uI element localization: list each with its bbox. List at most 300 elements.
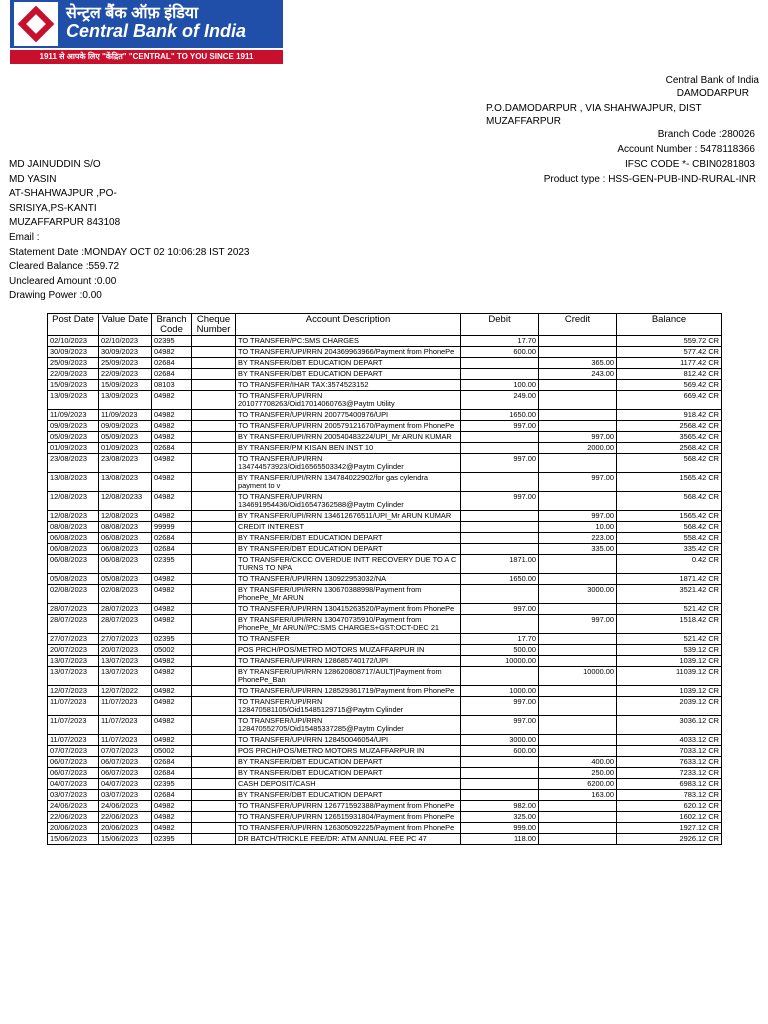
branch-code-cell: 99999: [152, 522, 192, 533]
cheque-number-cell: [192, 555, 236, 574]
value-date-cell: 06/07/2023: [99, 768, 152, 779]
cheque-number-cell: [192, 380, 236, 391]
post-date-cell: 27/07/2023: [48, 634, 99, 645]
value-date-cell: 06/08/2023: [99, 533, 152, 544]
credit-cell: 6200.00: [539, 779, 617, 790]
cheque-number-cell: [192, 585, 236, 604]
value-date-cell: 24/06/2023: [99, 801, 152, 812]
branch-code-cell: 04982: [152, 812, 192, 823]
branch-code-cell: 04982: [152, 823, 192, 834]
post-date-cell: 23/08/2023: [48, 454, 99, 473]
value-date-cell: 11/09/2023: [99, 410, 152, 421]
balance-cell: 1565.42 CR: [617, 473, 722, 492]
credit-cell: [539, 380, 617, 391]
value-date-cell: 20/07/2023: [99, 645, 152, 656]
cheque-number-cell: [192, 779, 236, 790]
description-cell: BY TRANSFER/UPI/RRN 200540483224/UPI_Mr ARUN KUMAR: [236, 432, 461, 443]
post-date-cell: 28/07/2023: [48, 604, 99, 615]
balance-cell: 2568.42 CR: [617, 443, 722, 454]
balance-cell: 1039.12 CR: [617, 656, 722, 667]
debit-cell: 10000.00: [461, 656, 539, 667]
post-date-cell: 11/07/2023: [48, 735, 99, 746]
value-date-cell: 15/09/2023: [99, 380, 152, 391]
balance-cell: 4033.12 CR: [617, 735, 722, 746]
post-date-cell: 02/08/2023: [48, 585, 99, 604]
table-row: [48, 443, 722, 454]
post-date-cell: 13/09/2023: [48, 391, 99, 410]
balance-cell: 559.72 CR: [617, 336, 722, 347]
description-cell: TO TRANSFER/UPI/RRN 204369963966/Payment from PhonePe: [236, 347, 461, 358]
description-cell: TO TRANSFER/UPI/RRN 128470552705/Oid15485337285@Paytm Cylinder: [236, 716, 461, 735]
balance-cell: 539.12 CR: [617, 645, 722, 656]
description-cell: BY TRANSFER/PM KISAN BEN INST 10: [236, 443, 461, 454]
debit-cell: 325.00: [461, 812, 539, 823]
header-post-date: Post Date: [48, 314, 99, 336]
description-cell: TO TRANSFER/UPI/RRN 126305092225/Payment from PhonePe: [236, 823, 461, 834]
cheque-number-cell: [192, 656, 236, 667]
branch-code-cell: 04982: [152, 667, 192, 686]
value-date-cell: 28/07/2023: [99, 615, 152, 634]
post-date-cell: 06/08/2023: [48, 555, 99, 574]
debit-cell: 1650.00: [461, 574, 539, 585]
post-date-cell: 13/08/2023: [48, 473, 99, 492]
credit-cell: 997.00: [539, 615, 617, 634]
debit-cell: 982.00: [461, 801, 539, 812]
bank-branch: DAMODARPUR: [676, 88, 749, 99]
debit-cell: 17.70: [461, 336, 539, 347]
table-row: [48, 615, 722, 634]
debit-cell: [461, 615, 539, 634]
cheque-number-cell: [192, 410, 236, 421]
description-cell: BY TRANSFER/DBT EDUCATION DEPART: [236, 544, 461, 555]
post-date-cell: 12/08/2023: [48, 511, 99, 522]
customer-line4: SRISIYA,PS-KANTI: [9, 202, 97, 214]
credit-cell: 400.00: [539, 757, 617, 768]
branch-code-cell: 04982: [152, 574, 192, 585]
credit-cell: 223.00: [539, 533, 617, 544]
debit-cell: 997.00: [461, 716, 539, 735]
balance-cell: 0.42 CR: [617, 555, 722, 574]
cheque-number-cell: [192, 347, 236, 358]
value-date-cell: 27/07/2023: [99, 634, 152, 645]
branch-code-cell: 02395: [152, 555, 192, 574]
account-info: [544, 127, 755, 187]
post-date-cell: 13/07/2023: [48, 667, 99, 686]
table-row: [48, 511, 722, 522]
credit-cell: [539, 421, 617, 432]
cheque-number-cell: [192, 544, 236, 555]
branch-code-cell: 02684: [152, 369, 192, 380]
credit-cell: [539, 492, 617, 511]
balance-cell: 1927.12 CR: [617, 823, 722, 834]
bank-address-line1: P.O.DAMODARPUR , VIA SHAHWAJPUR, DIST: [486, 103, 702, 114]
value-date-cell: 05/09/2023: [99, 432, 152, 443]
branch-code-cell: 04982: [152, 716, 192, 735]
debit-cell: [461, 757, 539, 768]
credit-cell: [539, 634, 617, 645]
table-row: [48, 574, 722, 585]
cheque-number-cell: [192, 697, 236, 716]
debit-cell: [461, 432, 539, 443]
cheque-number-cell: [192, 454, 236, 473]
post-date-cell: 05/09/2023: [48, 432, 99, 443]
credit-cell: 3000.00: [539, 585, 617, 604]
post-date-cell: 03/07/2023: [48, 790, 99, 801]
balance-cell: 3565.42 CR: [617, 432, 722, 443]
credit-cell: [539, 410, 617, 421]
branch-code: Branch Code :280026: [657, 129, 755, 140]
balance-cell: 2039.12 CR: [617, 697, 722, 716]
table-row: [48, 716, 722, 735]
debit-cell: 249.00: [461, 391, 539, 410]
description-cell: BY TRANSFER/DBT EDUCATION DEPART: [236, 757, 461, 768]
post-date-cell: 09/09/2023: [48, 421, 99, 432]
branch-code-cell: 04982: [152, 801, 192, 812]
header-cheque-number: Cheque Number: [192, 314, 236, 336]
cheque-number-cell: [192, 746, 236, 757]
value-date-cell: 08/08/2023: [99, 522, 152, 533]
balance-cell: 1871.42 CR: [617, 574, 722, 585]
branch-code-cell: 05002: [152, 645, 192, 656]
table-row: [48, 735, 722, 746]
branch-code-cell: 04982: [152, 347, 192, 358]
table-row: [48, 757, 722, 768]
balance-cell: 7233.12 CR: [617, 768, 722, 779]
value-date-cell: 12/08/20233: [99, 492, 152, 511]
cheque-number-cell: [192, 615, 236, 634]
branch-code-cell: 04982: [152, 686, 192, 697]
branch-code-cell: 04982: [152, 432, 192, 443]
balance-cell: 521.42 CR: [617, 634, 722, 645]
cheque-number-cell: [192, 473, 236, 492]
debit-cell: [461, 443, 539, 454]
account-number: Account Number : 5478118366: [617, 144, 755, 155]
branch-code-cell: 02684: [152, 790, 192, 801]
branch-code-cell: 04982: [152, 410, 192, 421]
table-row: [48, 391, 722, 410]
balance-cell: 2926.12 CR: [617, 834, 722, 845]
table-row: [48, 823, 722, 834]
table-row: [48, 667, 722, 686]
description-cell: TO TRANSFER/CKCC OVERDUE INTT RECOVERY DUE TO A C TURNS TO NPA: [236, 555, 461, 574]
debit-cell: 3000.00: [461, 735, 539, 746]
balance-cell: 568.42 CR: [617, 522, 722, 533]
debit-cell: [461, 522, 539, 533]
description-cell: TO TRANSFER/UPI/RRN 128685740172/UPI: [236, 656, 461, 667]
credit-cell: 243.00: [539, 369, 617, 380]
description-cell: TO TRANSFER/UPI/RRN 128470581105/Oid15485129715@Paytm Cylinder: [236, 697, 461, 716]
cheque-number-cell: [192, 757, 236, 768]
value-date-cell: 12/07/2022: [99, 686, 152, 697]
cheque-number-cell: [192, 574, 236, 585]
balance-cell: 1039.12 CR: [617, 686, 722, 697]
description-cell: TO TRANSFER/UPI/RRN 134744573923/Oid16565503342@Paytm Cylinder: [236, 454, 461, 473]
balance-cell: 521.42 CR: [617, 604, 722, 615]
bank-logo: [10, 0, 283, 64]
table-row: [48, 369, 722, 380]
description-cell: TO TRANSFER/PC:SMS CHARGES: [236, 336, 461, 347]
branch-code-cell: 04982: [152, 454, 192, 473]
cheque-number-cell: [192, 645, 236, 656]
bank-name: Central Bank of India: [665, 75, 759, 86]
branch-code-cell: 02395: [152, 834, 192, 845]
description-cell: POS PRCH/POS/METRO MOTORS MUZAFFARPUR IN: [236, 645, 461, 656]
branch-code-cell: 04982: [152, 615, 192, 634]
balance-cell: 3521.42 CR: [617, 585, 722, 604]
debit-cell: 997.00: [461, 421, 539, 432]
credit-cell: 2000.00: [539, 443, 617, 454]
value-date-cell: 13/08/2023: [99, 473, 152, 492]
cheque-number-cell: [192, 634, 236, 645]
table-row: [48, 421, 722, 432]
table-row: [48, 336, 722, 347]
table-row: [48, 604, 722, 615]
branch-code-cell: 04982: [152, 492, 192, 511]
cheque-number-cell: [192, 358, 236, 369]
debit-cell: 100.00: [461, 380, 539, 391]
post-date-cell: 25/09/2023: [48, 358, 99, 369]
table-row: [48, 801, 722, 812]
debit-cell: 997.00: [461, 697, 539, 716]
header-value-date: Value Date: [99, 314, 152, 336]
balance-cell: 669.42 CR: [617, 391, 722, 410]
cheque-number-cell: [192, 492, 236, 511]
branch-code-cell: 02395: [152, 336, 192, 347]
post-date-cell: 06/08/2023: [48, 544, 99, 555]
description-cell: TO TRANSFER/UPI/RRN 200579121670/Payment from PhonePe: [236, 421, 461, 432]
cheque-number-cell: [192, 522, 236, 533]
description-cell: TO TRANSFER/UPI/RRN 126515931804/Payment from PhonePe: [236, 812, 461, 823]
branch-code-cell: 04982: [152, 473, 192, 492]
credit-cell: [539, 697, 617, 716]
balance-cell: 7633.12 CR: [617, 757, 722, 768]
post-date-cell: 05/08/2023: [48, 574, 99, 585]
description-cell: CREDIT INTEREST: [236, 522, 461, 533]
debit-cell: [461, 511, 539, 522]
table-row: [48, 634, 722, 645]
post-date-cell: 12/08/2023: [48, 492, 99, 511]
value-date-cell: 12/08/2023: [99, 511, 152, 522]
description-cell: BY TRANSFER/UPI/RRN 128620808717/AULT|Payment from PhonePe_Ban: [236, 667, 461, 686]
value-date-cell: 02/08/2023: [99, 585, 152, 604]
description-cell: TO TRANSFER/UPI/RRN 201077708263/Oid17014060763@Paytm Utility: [236, 391, 461, 410]
table-row: [48, 834, 722, 845]
value-date-cell: 09/09/2023: [99, 421, 152, 432]
balance-cell: 620.12 CR: [617, 801, 722, 812]
credit-cell: [539, 454, 617, 473]
branch-code-cell: 04982: [152, 604, 192, 615]
value-date-cell: 13/07/2023: [99, 667, 152, 686]
customer-line2: MD YASIN: [9, 173, 57, 185]
post-date-cell: 01/09/2023: [48, 443, 99, 454]
balance-cell: 3036.12 CR: [617, 716, 722, 735]
balance-cell: 558.42 CR: [617, 533, 722, 544]
cheque-number-cell: [192, 667, 236, 686]
balance-cell: 812.42 CR: [617, 369, 722, 380]
branch-code-cell: 04982: [152, 421, 192, 432]
drawing-power: Drawing Power :0.00: [9, 290, 102, 302]
debit-cell: 997.00: [461, 604, 539, 615]
branch-code-cell: 02684: [152, 757, 192, 768]
debit-cell: 997.00: [461, 454, 539, 473]
debit-cell: 600.00: [461, 347, 539, 358]
table-row: [48, 432, 722, 443]
description-cell: TO TRANSFER/UPI/RRN 130922953032/NA: [236, 574, 461, 585]
debit-cell: [461, 790, 539, 801]
credit-cell: [539, 801, 617, 812]
post-date-cell: 30/09/2023: [48, 347, 99, 358]
post-date-cell: 20/06/2023: [48, 823, 99, 834]
cheque-number-cell: [192, 443, 236, 454]
cheque-number-cell: [192, 801, 236, 812]
logo-tagline: 1911 से आपके लिए "केंद्रित" "CENTRAL" TO YOU SINCE 1911: [10, 50, 283, 64]
debit-cell: [461, 533, 539, 544]
logo-english-name: Central Bank of India: [66, 21, 247, 41]
bank-postal-address: [486, 102, 756, 128]
value-date-cell: 11/07/2023: [99, 735, 152, 746]
branch-code-cell: 02684: [152, 358, 192, 369]
bank-address-block: [459, 74, 759, 100]
branch-code-cell: 02684: [152, 443, 192, 454]
customer-email: Email :: [9, 231, 40, 243]
table-row: [48, 522, 722, 533]
value-date-cell: 22/06/2023: [99, 812, 152, 823]
table-header-row: [48, 314, 722, 336]
cheque-number-cell: [192, 391, 236, 410]
description-cell: TO TRANSFER/UPI/RRN 134691954436/Oid16547362588@Paytm Cylinder: [236, 492, 461, 511]
bank-emblem-icon: [14, 2, 58, 46]
table-row: [48, 544, 722, 555]
post-date-cell: 08/08/2023: [48, 522, 99, 533]
table-row: [48, 410, 722, 421]
description-cell: CASH DEPOSIT/CASH: [236, 779, 461, 790]
post-date-cell: 11/07/2023: [48, 697, 99, 716]
value-date-cell: 15/06/2023: [99, 834, 152, 845]
header-debit: Debit: [461, 314, 539, 336]
cheque-number-cell: [192, 834, 236, 845]
credit-cell: 997.00: [539, 473, 617, 492]
cheque-number-cell: [192, 369, 236, 380]
credit-cell: [539, 812, 617, 823]
post-date-cell: 07/07/2023: [48, 746, 99, 757]
table-row: [48, 555, 722, 574]
cheque-number-cell: [192, 812, 236, 823]
value-date-cell: 06/07/2023: [99, 757, 152, 768]
branch-code-cell: 04982: [152, 585, 192, 604]
table-row: [48, 492, 722, 511]
debit-cell: [461, 585, 539, 604]
table-row: [48, 656, 722, 667]
value-date-cell: 13/09/2023: [99, 391, 152, 410]
debit-cell: 500.00: [461, 645, 539, 656]
logo-banner: [10, 0, 283, 48]
customer-info: [9, 158, 250, 304]
branch-code-cell: 02684: [152, 768, 192, 779]
value-date-cell: 25/09/2023: [99, 358, 152, 369]
credit-cell: [539, 686, 617, 697]
debit-cell: [461, 473, 539, 492]
credit-cell: 10.00: [539, 522, 617, 533]
statement-date: Statement Date :MONDAY OCT 02 10:06:28 IST 2023: [9, 246, 250, 258]
balance-cell: 6983.12 CR: [617, 779, 722, 790]
balance-cell: 569.42 CR: [617, 380, 722, 391]
value-date-cell: 28/07/2023: [99, 604, 152, 615]
description-cell: DR BATCH/TRICKLE FEE/DR: ATM ANNUAL FEE PC 47: [236, 834, 461, 845]
cheque-number-cell: [192, 686, 236, 697]
statement-rows: [48, 336, 722, 845]
balance-cell: 1177.42 CR: [617, 358, 722, 369]
cheque-number-cell: [192, 716, 236, 735]
cheque-number-cell: [192, 432, 236, 443]
balance-cell: 1565.42 CR: [617, 511, 722, 522]
balance-cell: 568.42 CR: [617, 454, 722, 473]
value-date-cell: 07/07/2023: [99, 746, 152, 757]
description-cell: BY TRANSFER/DBT EDUCATION DEPART: [236, 358, 461, 369]
balance-cell: 783.12 CR: [617, 790, 722, 801]
debit-cell: [461, 768, 539, 779]
post-date-cell: 24/06/2023: [48, 801, 99, 812]
cheque-number-cell: [192, 336, 236, 347]
table-row: [48, 380, 722, 391]
credit-cell: [539, 735, 617, 746]
post-date-cell: 28/07/2023: [48, 615, 99, 634]
balance-cell: 11039.12 CR: [617, 667, 722, 686]
post-date-cell: 13/07/2023: [48, 656, 99, 667]
balance-cell: 7033.12 CR: [617, 746, 722, 757]
post-date-cell: 11/07/2023: [48, 716, 99, 735]
value-date-cell: 11/07/2023: [99, 716, 152, 735]
value-date-cell: 04/07/2023: [99, 779, 152, 790]
customer-line5: MUZAFFARPUR 843108: [9, 217, 121, 229]
product-type: Product type : HSS-GEN-PUB-IND-RURAL-INR: [543, 174, 756, 185]
credit-cell: [539, 746, 617, 757]
balance-cell: 918.42 CR: [617, 410, 722, 421]
credit-cell: [539, 823, 617, 834]
post-date-cell: 06/07/2023: [48, 757, 99, 768]
credit-cell: 163.00: [539, 790, 617, 801]
table-row: [48, 686, 722, 697]
branch-code-cell: 02395: [152, 779, 192, 790]
description-cell: TO TRANSFER/UPI/RRN 128450046054/UPI: [236, 735, 461, 746]
balance-cell: 2568.42 CR: [617, 421, 722, 432]
table-row: [48, 746, 722, 757]
table-row: [48, 779, 722, 790]
credit-cell: [539, 716, 617, 735]
description-cell: BY TRANSFER/UPI/RRN 130470735910/Payment from PhonePe_Mr ARUN//PC:SMS CHARGES+GST:OCT-DEC 21: [236, 615, 461, 634]
credit-cell: [539, 555, 617, 574]
cheque-number-cell: [192, 823, 236, 834]
table-row: [48, 645, 722, 656]
balance-cell: 1602.12 CR: [617, 812, 722, 823]
description-cell: BY TRANSFER/UPI/RRN 134612676511/UPI_Mr ARUN KUMAR: [236, 511, 461, 522]
branch-code-cell: 04982: [152, 391, 192, 410]
debit-cell: 997.00: [461, 492, 539, 511]
debit-cell: 1871.00: [461, 555, 539, 574]
table-row: [48, 790, 722, 801]
header-account-description: Account Description: [236, 314, 461, 336]
cheque-number-cell: [192, 790, 236, 801]
description-cell: BY TRANSFER/DBT EDUCATION DEPART: [236, 533, 461, 544]
debit-cell: 118.00: [461, 834, 539, 845]
value-date-cell: 05/08/2023: [99, 574, 152, 585]
balance-cell: 335.42 CR: [617, 544, 722, 555]
description-cell: BY TRANSFER/DBT EDUCATION DEPART: [236, 790, 461, 801]
credit-cell: 997.00: [539, 432, 617, 443]
uncleared-amount: Uncleared Amount :0.00: [9, 275, 117, 287]
credit-cell: [539, 391, 617, 410]
credit-cell: [539, 645, 617, 656]
cheque-number-cell: [192, 604, 236, 615]
